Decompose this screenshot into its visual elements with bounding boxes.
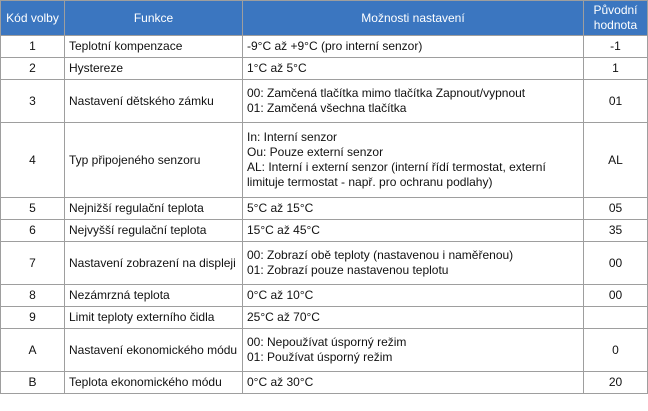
header-function: Funkce	[65, 1, 243, 36]
row-code: A	[1, 329, 65, 372]
row-default: AL	[584, 123, 648, 198]
row-code: 8	[1, 285, 65, 307]
row-code: 6	[1, 220, 65, 242]
table-row	[1, 36, 648, 58]
row-default: 00	[584, 242, 648, 285]
header-default: Původní hodnota	[584, 1, 648, 36]
table-row	[1, 123, 648, 198]
row-options: 0°C až 10°C	[243, 285, 584, 307]
row-options: 00: Zamčená tlačítka mimo tlačítka Zapnout/vypnout 01: Zamčená všechna tlačítka	[243, 80, 584, 123]
table-row	[1, 329, 648, 372]
row-options: -9°C až +9°C (pro interní senzor)	[243, 36, 584, 58]
row-options: 15°C až 45°C	[243, 220, 584, 242]
table-row	[1, 80, 648, 123]
row-code: 2	[1, 58, 65, 80]
row-code: 9	[1, 307, 65, 329]
row-function: Nejvyšší regulační teplota	[65, 220, 243, 242]
row-function: Nezámrzná teplota	[65, 285, 243, 307]
row-options: 1°C až 5°C	[243, 58, 584, 80]
row-options: 00: Zobrazí obě teploty (nastavenou i naměřenou) 01: Zobrazí pouze nastavenou teplotu	[243, 242, 584, 285]
header-code: Kód volby	[1, 1, 65, 36]
table-row	[1, 242, 648, 285]
row-options: 0°C až 30°C	[243, 372, 584, 394]
table-row	[1, 198, 648, 220]
row-function: Nastavení zobrazení na displeji	[65, 242, 243, 285]
row-default: 1	[584, 58, 648, 80]
row-code: 3	[1, 80, 65, 123]
row-default: 0	[584, 329, 648, 372]
row-function: Nastavení dětského zámku	[65, 80, 243, 123]
row-options: 5°C až 15°C	[243, 198, 584, 220]
row-options: 00: Nepoužívat úsporný režim 01: Používat úsporný režim	[243, 329, 584, 372]
row-default: -1	[584, 36, 648, 58]
row-function: Nejnižší regulační teplota	[65, 198, 243, 220]
row-options: 25°C až 70°C	[243, 307, 584, 329]
row-function: Nastavení ekonomického módu	[65, 329, 243, 372]
table-row	[1, 372, 648, 394]
row-code: 7	[1, 242, 65, 285]
table-row	[1, 285, 648, 307]
row-function: Teplotní kompenzace	[65, 36, 243, 58]
row-function: Typ připojeného senzoru	[65, 123, 243, 198]
table-row	[1, 58, 648, 80]
row-default: 20	[584, 372, 648, 394]
row-default	[584, 307, 648, 329]
row-function: Limit teploty externího čidla	[65, 307, 243, 329]
row-default: 05	[584, 198, 648, 220]
row-code: 5	[1, 198, 65, 220]
table-row	[1, 220, 648, 242]
row-function: Teplota ekonomického módu	[65, 372, 243, 394]
row-code: 4	[1, 123, 65, 198]
header-options: Možnosti nastavení	[243, 1, 584, 36]
row-default: 35	[584, 220, 648, 242]
row-code: B	[1, 372, 65, 394]
table-header-row	[1, 1, 648, 36]
row-options: In: Interní senzor Ou: Pouze externí senzor AL: Interní i externí senzor (interní řídí termostat, externí limituje termostat - např. pro ochranu podlahy)	[243, 123, 584, 198]
row-default: 01	[584, 80, 648, 123]
row-function: Hystereze	[65, 58, 243, 80]
row-default: 00	[584, 285, 648, 307]
row-code: 1	[1, 36, 65, 58]
table-row	[1, 307, 648, 329]
